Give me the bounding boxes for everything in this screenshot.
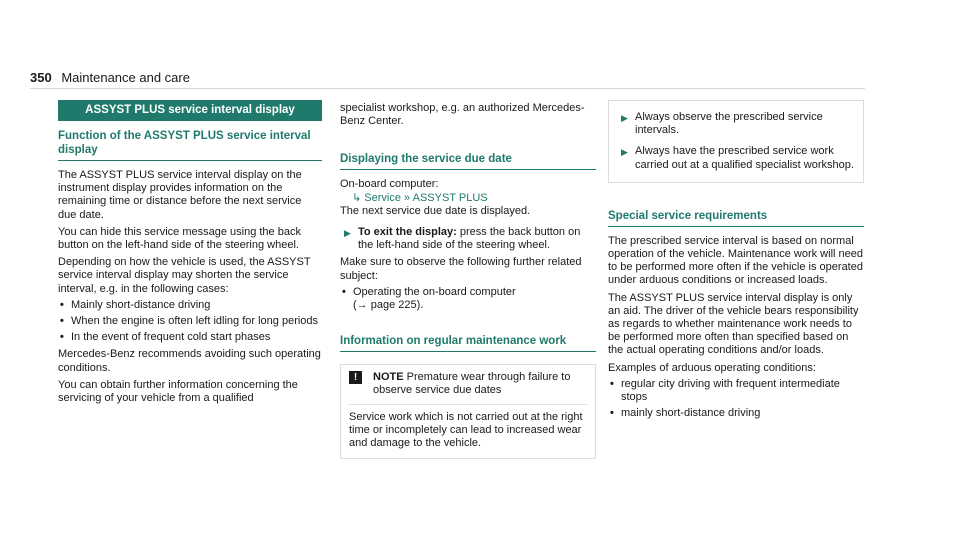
column-2 <box>340 100 596 459</box>
onboard-label: On-board computer: <box>340 178 439 191</box>
paragraph: Examples of arduous operating conditions: <box>608 361 816 374</box>
tip-box <box>608 100 864 183</box>
step-text: Always observe the prescribed service intervals. <box>635 111 823 137</box>
step-text: press the back button on the left-hand side of the steering wheel. <box>358 226 581 252</box>
subheading-display-due: Displaying the service due date <box>340 152 596 170</box>
note-header <box>349 371 587 397</box>
note-label: NOTE <box>373 371 404 384</box>
instruction-step <box>340 226 596 252</box>
menu-path <box>340 192 596 205</box>
subheading-function: Function of the ASSYST PLUS service interval display <box>58 129 322 161</box>
paragraph: The ASSYST PLUS service interval display is only an aid. The driver of the vehicle bears responsibility as regards to whether maintenance work needs to be performed more often than specified based on the actual operating conditions and/or loads. <box>608 291 859 357</box>
path-assyst: ASSYST PLUS <box>412 191 488 204</box>
instruction-step <box>617 111 855 137</box>
paragraph: Make sure to observe the following further related subject: <box>340 256 582 282</box>
list-item: • Mainly short-distance driving <box>60 298 211 311</box>
list-item: • mainly short-distance driving <box>610 407 761 420</box>
step-text: Always have the prescribed service work carried out at a qualified specialist workshop. <box>635 145 854 171</box>
page-number: 350 <box>30 70 52 85</box>
bullet-list <box>608 378 864 421</box>
step-label: To exit the display: <box>358 226 457 239</box>
return-arrow-icon: ↳ <box>352 191 362 204</box>
list-item: • regular city driving with frequent intermediate stops <box>610 377 840 404</box>
paragraph: The next service due date is displayed. <box>340 204 531 217</box>
list-item: • In the event of frequent cold start phases <box>60 331 271 344</box>
double-chevron-icon: » <box>404 191 411 204</box>
warning-icon: ! <box>349 371 362 384</box>
column-1 <box>58 100 322 405</box>
note-body: Service work which is not carried out at the right time or incompletely can lead to increased wear and damage to the vehicle. <box>349 410 583 450</box>
section-banner: ASSYST PLUS service interval display <box>58 100 322 121</box>
step-triangle-icon: ▶ <box>344 228 351 239</box>
subheading-special-requirements: Special service requirements <box>608 209 864 227</box>
path-service: Service <box>364 191 401 204</box>
subheading-regular-maintenance: Information on regular maintenance work <box>340 334 596 352</box>
instruction-step <box>617 145 855 171</box>
paragraph: The prescribed service interval is based on normal operation of the vehicle. Maintenance work will need to be performed more often if the vehicle is operated under arduous conditions or increased loads. <box>608 234 863 287</box>
bullet-list <box>340 286 596 312</box>
list-item: • Operating the on-board computer (→ page 225). <box>342 285 516 312</box>
note-title: Premature wear through failure to observe service due dates <box>373 371 571 397</box>
paragraph: Depending on how the vehicle is used, the ASSYST service interval display may shorten the service interval, e.g. in the following cases: <box>58 256 311 295</box>
page-header <box>30 70 190 85</box>
section-title: Maintenance and care <box>61 70 190 85</box>
paragraph: You can hide this service message using the back button on the left-hand side of the steering wheel. <box>58 225 301 252</box>
step-triangle-icon: ▶ <box>621 147 628 158</box>
header-rule <box>30 88 865 89</box>
column-3 <box>608 100 864 420</box>
bullet-list <box>58 299 322 345</box>
step-triangle-icon: ▶ <box>621 113 628 123</box>
divider <box>349 404 587 405</box>
page-ref-link[interactable]: (→ page 225). <box>353 299 424 312</box>
paragraph: Mercedes-Benz recommends avoiding such operating conditions. <box>58 348 321 374</box>
note-box <box>340 364 596 459</box>
list-item: • When the engine is often left idling for long periods <box>60 315 319 328</box>
paragraph: You can obtain further information concerning the servicing of your vehicle from a qualified <box>58 378 298 405</box>
paragraph: specialist workshop, e.g. an authorized Mercedes-Benz Center. <box>340 102 585 128</box>
paragraph: The ASSYST PLUS service interval display on the instrument display provides information on the remaining time or distance before the next service due date. <box>58 169 302 221</box>
